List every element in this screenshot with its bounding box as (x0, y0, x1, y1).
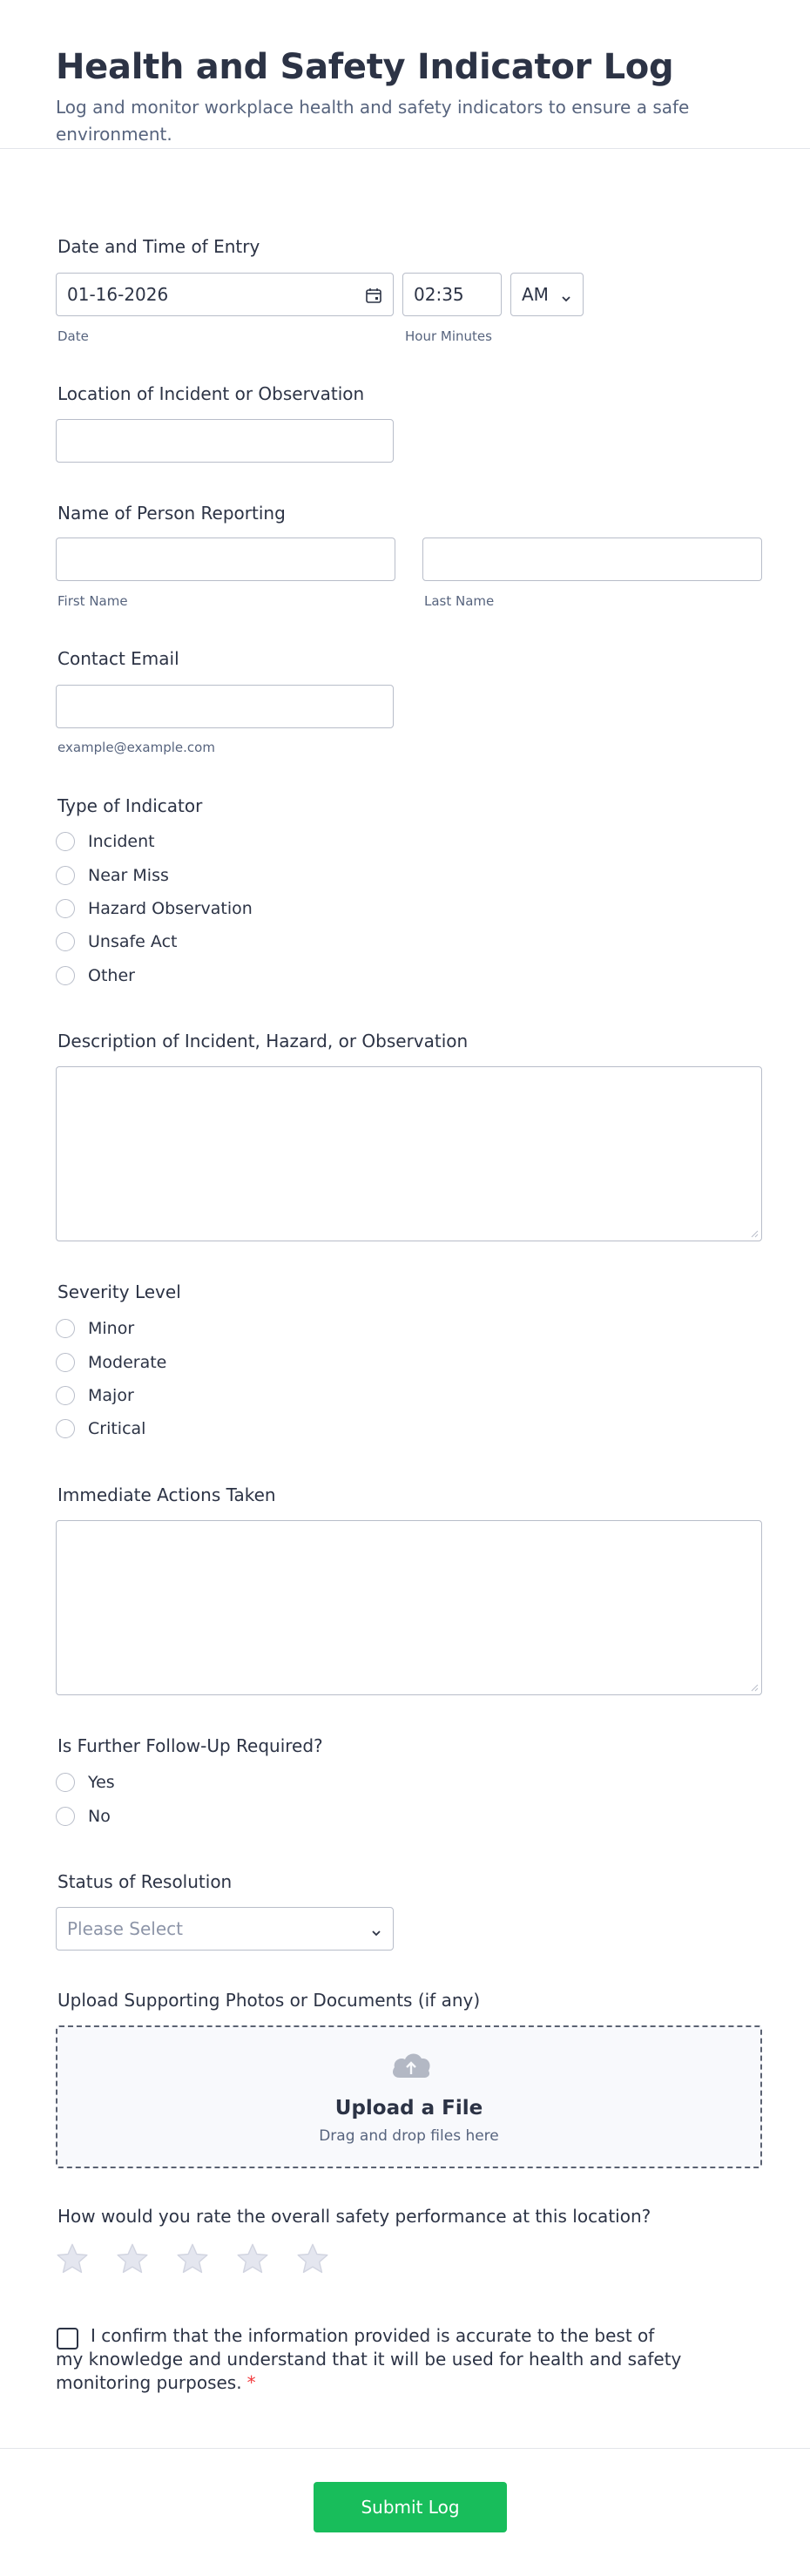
status-placeholder: Please Select (67, 1918, 183, 1939)
status-select[interactable] (56, 1907, 394, 1951)
form-header (0, 0, 810, 149)
status-label: Status of Resolution (57, 1871, 233, 1892)
radio-option-no[interactable] (56, 1805, 111, 1828)
email-label: Contact Email (57, 648, 179, 669)
email-input[interactable] (56, 685, 394, 728)
chevron-down-icon (560, 288, 572, 309)
radio-label: Yes (88, 1773, 115, 1792)
name-label: Name of Person Reporting (57, 503, 286, 524)
ampm-select[interactable] (510, 273, 584, 316)
radio-button[interactable] (56, 1773, 75, 1792)
followup-label: Is Further Follow-Up Required? (57, 1735, 323, 1756)
radio-option-yes[interactable] (56, 1771, 115, 1794)
page-title: Health and Safety Indicator Log (56, 47, 674, 87)
radio-label: Minor (88, 1319, 135, 1338)
radio-label: Moderate (88, 1353, 167, 1372)
radio-option-minor[interactable] (56, 1317, 134, 1340)
radio-button[interactable] (56, 832, 75, 851)
radio-label: Near Miss (88, 866, 169, 885)
radio-button[interactable] (56, 1319, 75, 1338)
radio-option-hazard-observation[interactable] (56, 897, 253, 920)
star-icon[interactable] (174, 2241, 211, 2277)
calendar-icon[interactable] (365, 287, 382, 308)
chevron-down-icon (370, 1923, 382, 1944)
radio-option-critical[interactable] (56, 1417, 145, 1440)
radio-label: Other (88, 966, 135, 985)
page-subtitle: Log and monitor workplace health and safety indicators to ensure a safe environment. (56, 97, 690, 145)
submit-button[interactable]: Submit Log (314, 2482, 507, 2532)
actions-label: Immediate Actions Taken (57, 1484, 276, 1505)
radio-button[interactable] (56, 899, 75, 918)
date-time-label: Date and Time of Entry (57, 236, 260, 257)
description-textarea[interactable] (56, 1066, 762, 1241)
cloud-upload-icon (389, 2048, 433, 2086)
radio-label: No (88, 1807, 111, 1826)
last-name-sublabel: Last Name (424, 593, 495, 609)
star-icon[interactable] (114, 2241, 151, 2277)
file-upload-dropzone[interactable] (56, 2025, 762, 2168)
resize-grip-icon[interactable] (750, 1683, 759, 1692)
first-name-input[interactable] (56, 538, 395, 581)
time-sublabel: Hour Minutes (405, 328, 492, 344)
upload-subtitle: Drag and drop files here (319, 2127, 499, 2145)
location-input[interactable] (56, 419, 394, 463)
time-input[interactable] (402, 273, 502, 316)
radio-label: Unsafe Act (88, 932, 178, 951)
star-icon[interactable] (234, 2241, 271, 2277)
date-value: 01-16-2026 (67, 284, 169, 305)
date-input[interactable] (56, 273, 394, 316)
required-mark: * (246, 2372, 256, 2393)
confirm-text: I confirm that the information provided is accurate to the best of my knowledge and understand that it will be used for health and safety monitoring purposes. (56, 2325, 682, 2393)
ampm-value: AM (522, 284, 549, 305)
radio-button[interactable] (56, 932, 75, 951)
date-sublabel: Date (57, 328, 89, 344)
upload-label: Upload Supporting Photos or Documents (if any) (57, 1990, 481, 2011)
radio-label: Hazard Observation (88, 899, 253, 918)
radio-option-moderate[interactable] (56, 1351, 166, 1374)
radio-option-major[interactable] (56, 1384, 134, 1407)
first-name-sublabel: First Name (57, 593, 128, 609)
radio-button[interactable] (56, 1419, 75, 1438)
radio-button[interactable] (56, 1386, 75, 1405)
severity-label: Severity Level (57, 1281, 181, 1302)
rating-label: How would you rate the overall safety performance at this location? (57, 2206, 651, 2227)
radio-option-unsafe-act[interactable] (56, 930, 177, 953)
actions-textarea[interactable] (56, 1520, 762, 1695)
last-name-input[interactable] (422, 538, 762, 581)
star-icon[interactable] (54, 2241, 91, 2277)
radio-option-near-miss[interactable] (56, 864, 169, 887)
description-label: Description of Incident, Hazard, or Observation (57, 1031, 469, 1051)
confirm-text-block (56, 2324, 683, 2395)
indicator-type-label: Type of Indicator (57, 795, 203, 816)
radio-button[interactable] (56, 966, 75, 985)
resize-grip-icon[interactable] (750, 1229, 759, 1238)
star-icon[interactable] (294, 2241, 331, 2277)
radio-button[interactable] (56, 1807, 75, 1826)
radio-label: Incident (88, 832, 155, 851)
radio-label: Critical (88, 1419, 146, 1438)
footer-divider (0, 2448, 810, 2449)
radio-button[interactable] (56, 866, 75, 885)
radio-label: Major (88, 1386, 134, 1405)
time-value: 02:35 (414, 284, 464, 305)
radio-button[interactable] (56, 1353, 75, 1372)
email-sublabel: example@example.com (57, 740, 215, 755)
location-label: Location of Incident or Observation (57, 383, 365, 404)
radio-option-incident[interactable] (56, 830, 155, 853)
upload-title: Upload a File (334, 2097, 483, 2120)
radio-option-other[interactable] (56, 964, 135, 987)
